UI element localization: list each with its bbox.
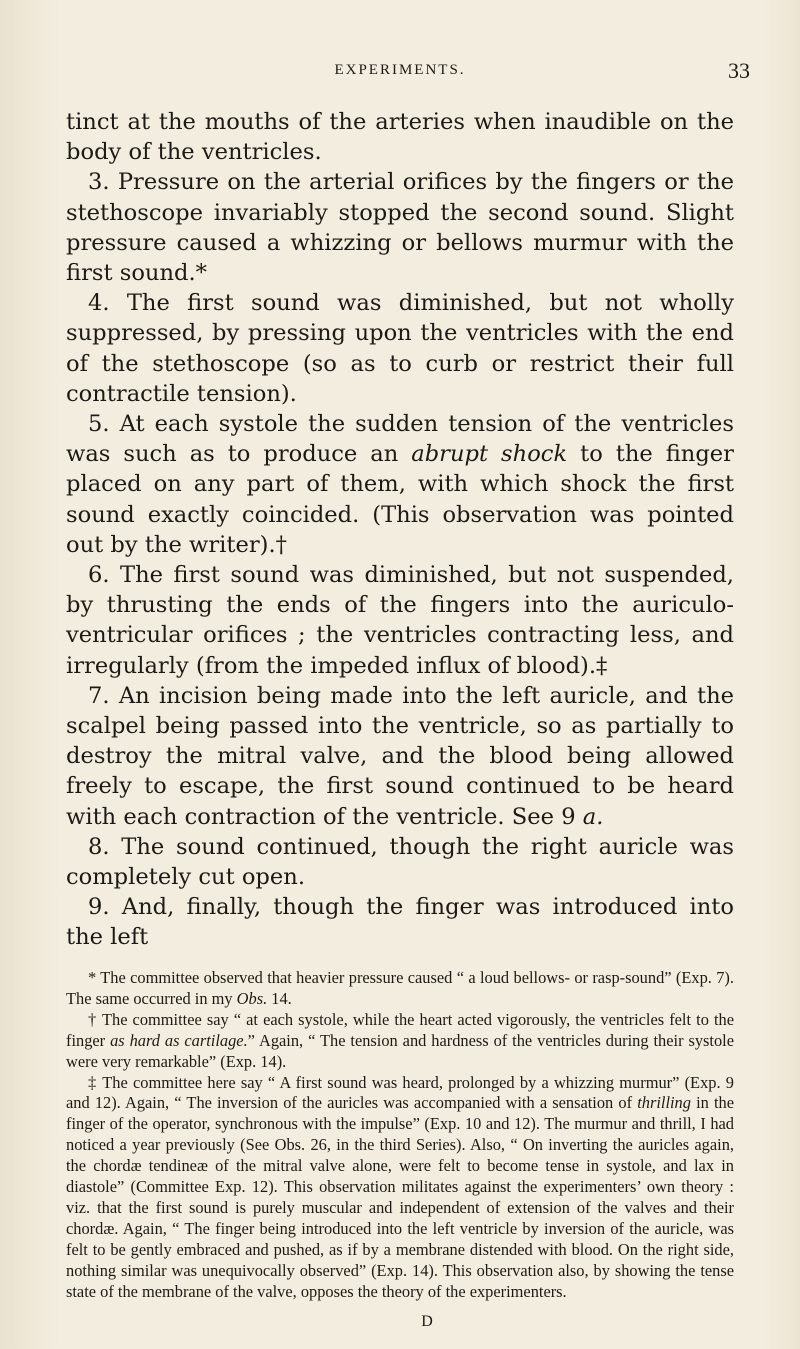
footnote-3-text-b: in the finger of the operator, synchronous with the impulse” (Exp. 10 and 12). The murmur and thrill, I had noticed a year previously (See Obs. 26, in the third Series). Also, “ On inverting the auricles again, the chordæ tendineæ of the mitral valve alone, were felt to become tense in systole, and lax in diastole” (Committee Exp. 12). This observation militates against the experimenters’ own theory : viz. that the first sound is purely muscular and independent of extension of the valves and their chordæ. Again, “ The finger being introduced into the left ventricle by inversion of the auricle, was felt to be gently embraced and pushed, as if by a membrane distended with blood. On the right side, nothing similar was unequivocally observed” (Exp. 14). This observation also, by showing the tense state of the membrane of the valve, opposes the theory of the experimenters. [66,1093,735,1301]
footnote-2-emphasis: as hard as cartilage. [110,1030,248,1050]
paragraph-8: 8. The sound continued, though the right auricle was completely cut open. [66,833,734,891]
paragraph-4: 4. The first sound was diminished, but not wholly suppressed, by pressing upon the ventricles with the end of the stethoscope (so as to curb or restrict their full contractile tension). [66,290,734,407]
footnote-3-emphasis: thrilling [637,1093,691,1113]
paragraph-7 [66,681,734,832]
signature-mark: D [421,1313,433,1330]
paragraph-continuation: tinct at the mouths of the arteries when inaudible on the body of the ventricles. [66,109,734,166]
footnote-1-text-a: * The committee observed that heavier pressure caused “ a loud bellows- or rasp-sound” (Exp. 7). The same occurred in my [66,968,734,1008]
page-header [0,58,800,86]
footnote-1-text-b: 14. [267,988,292,1008]
footnote-3-text-a: ‡ The committee here say “ A first sound was heard, prolonged by a whizzing murmur” (Exp. 9 and 12). Again, “ The inversion of the auricles was accompanied with a sensation of [66,1072,734,1113]
paragraph-6: 6. The first sound was diminished, but not suspended, by thrusting the ends of the fingers into the auriculo-ventricular orifices ; the ventricles contracting less, and irregularly (from the impeded influx of blood).‡ [66,562,734,679]
paragraph-3: 3. Pressure on the arterial orifices by the fingers or the stethoscope invariably stopped the second sound. Slight pressure caused a whizzing or bellows murmur with the first sound.* [66,169,734,287]
footnote-2-text-b: ” Again, “ The tension and hardness of the ventricles during their systole were very remarkable” (Exp. 14). [66,1030,734,1071]
footnote-dagger [66,1010,734,1073]
footnote-double-dagger [66,1073,734,1303]
running-head: EXPERIMENTS. [334,62,466,78]
footnote-1-emphasis: Obs. [236,988,268,1008]
main-text [66,107,734,953]
paragraph-5-text-a: 5. At each systole the sudden tension of the ventricles was such as to produce an [66,411,734,468]
paragraph-9: 9. And, finally, though the finger was introduced into the left [66,894,734,951]
paragraph-5 [66,409,734,560]
paragraph-7-emphasis: a. [582,803,604,830]
paragraph-7-text: 7. An incision being made into the left auricle, and the scalpel being passed into the ventricle, so as partially to destroy the mitral valve, and the blood being allowed freely to escape, the first sound continued to be heard with each contraction of the ventricle. See 9 [66,682,734,830]
footnotes [66,968,734,1303]
paragraph-5-emphasis: abrupt shock [411,441,568,468]
footnote-asterisk [66,968,734,1010]
page-number: 33 [728,58,750,83]
paragraph-5-text-b: to the finger placed on any part of them, with which shock the first sound exactly coincided. (This observation was pointed out by the writer).† [66,441,734,558]
footnote-2-text-a: † The committee say “ at each systole, while the heart acted vigorously, the ventricles felt to the finger [66,1009,734,1050]
